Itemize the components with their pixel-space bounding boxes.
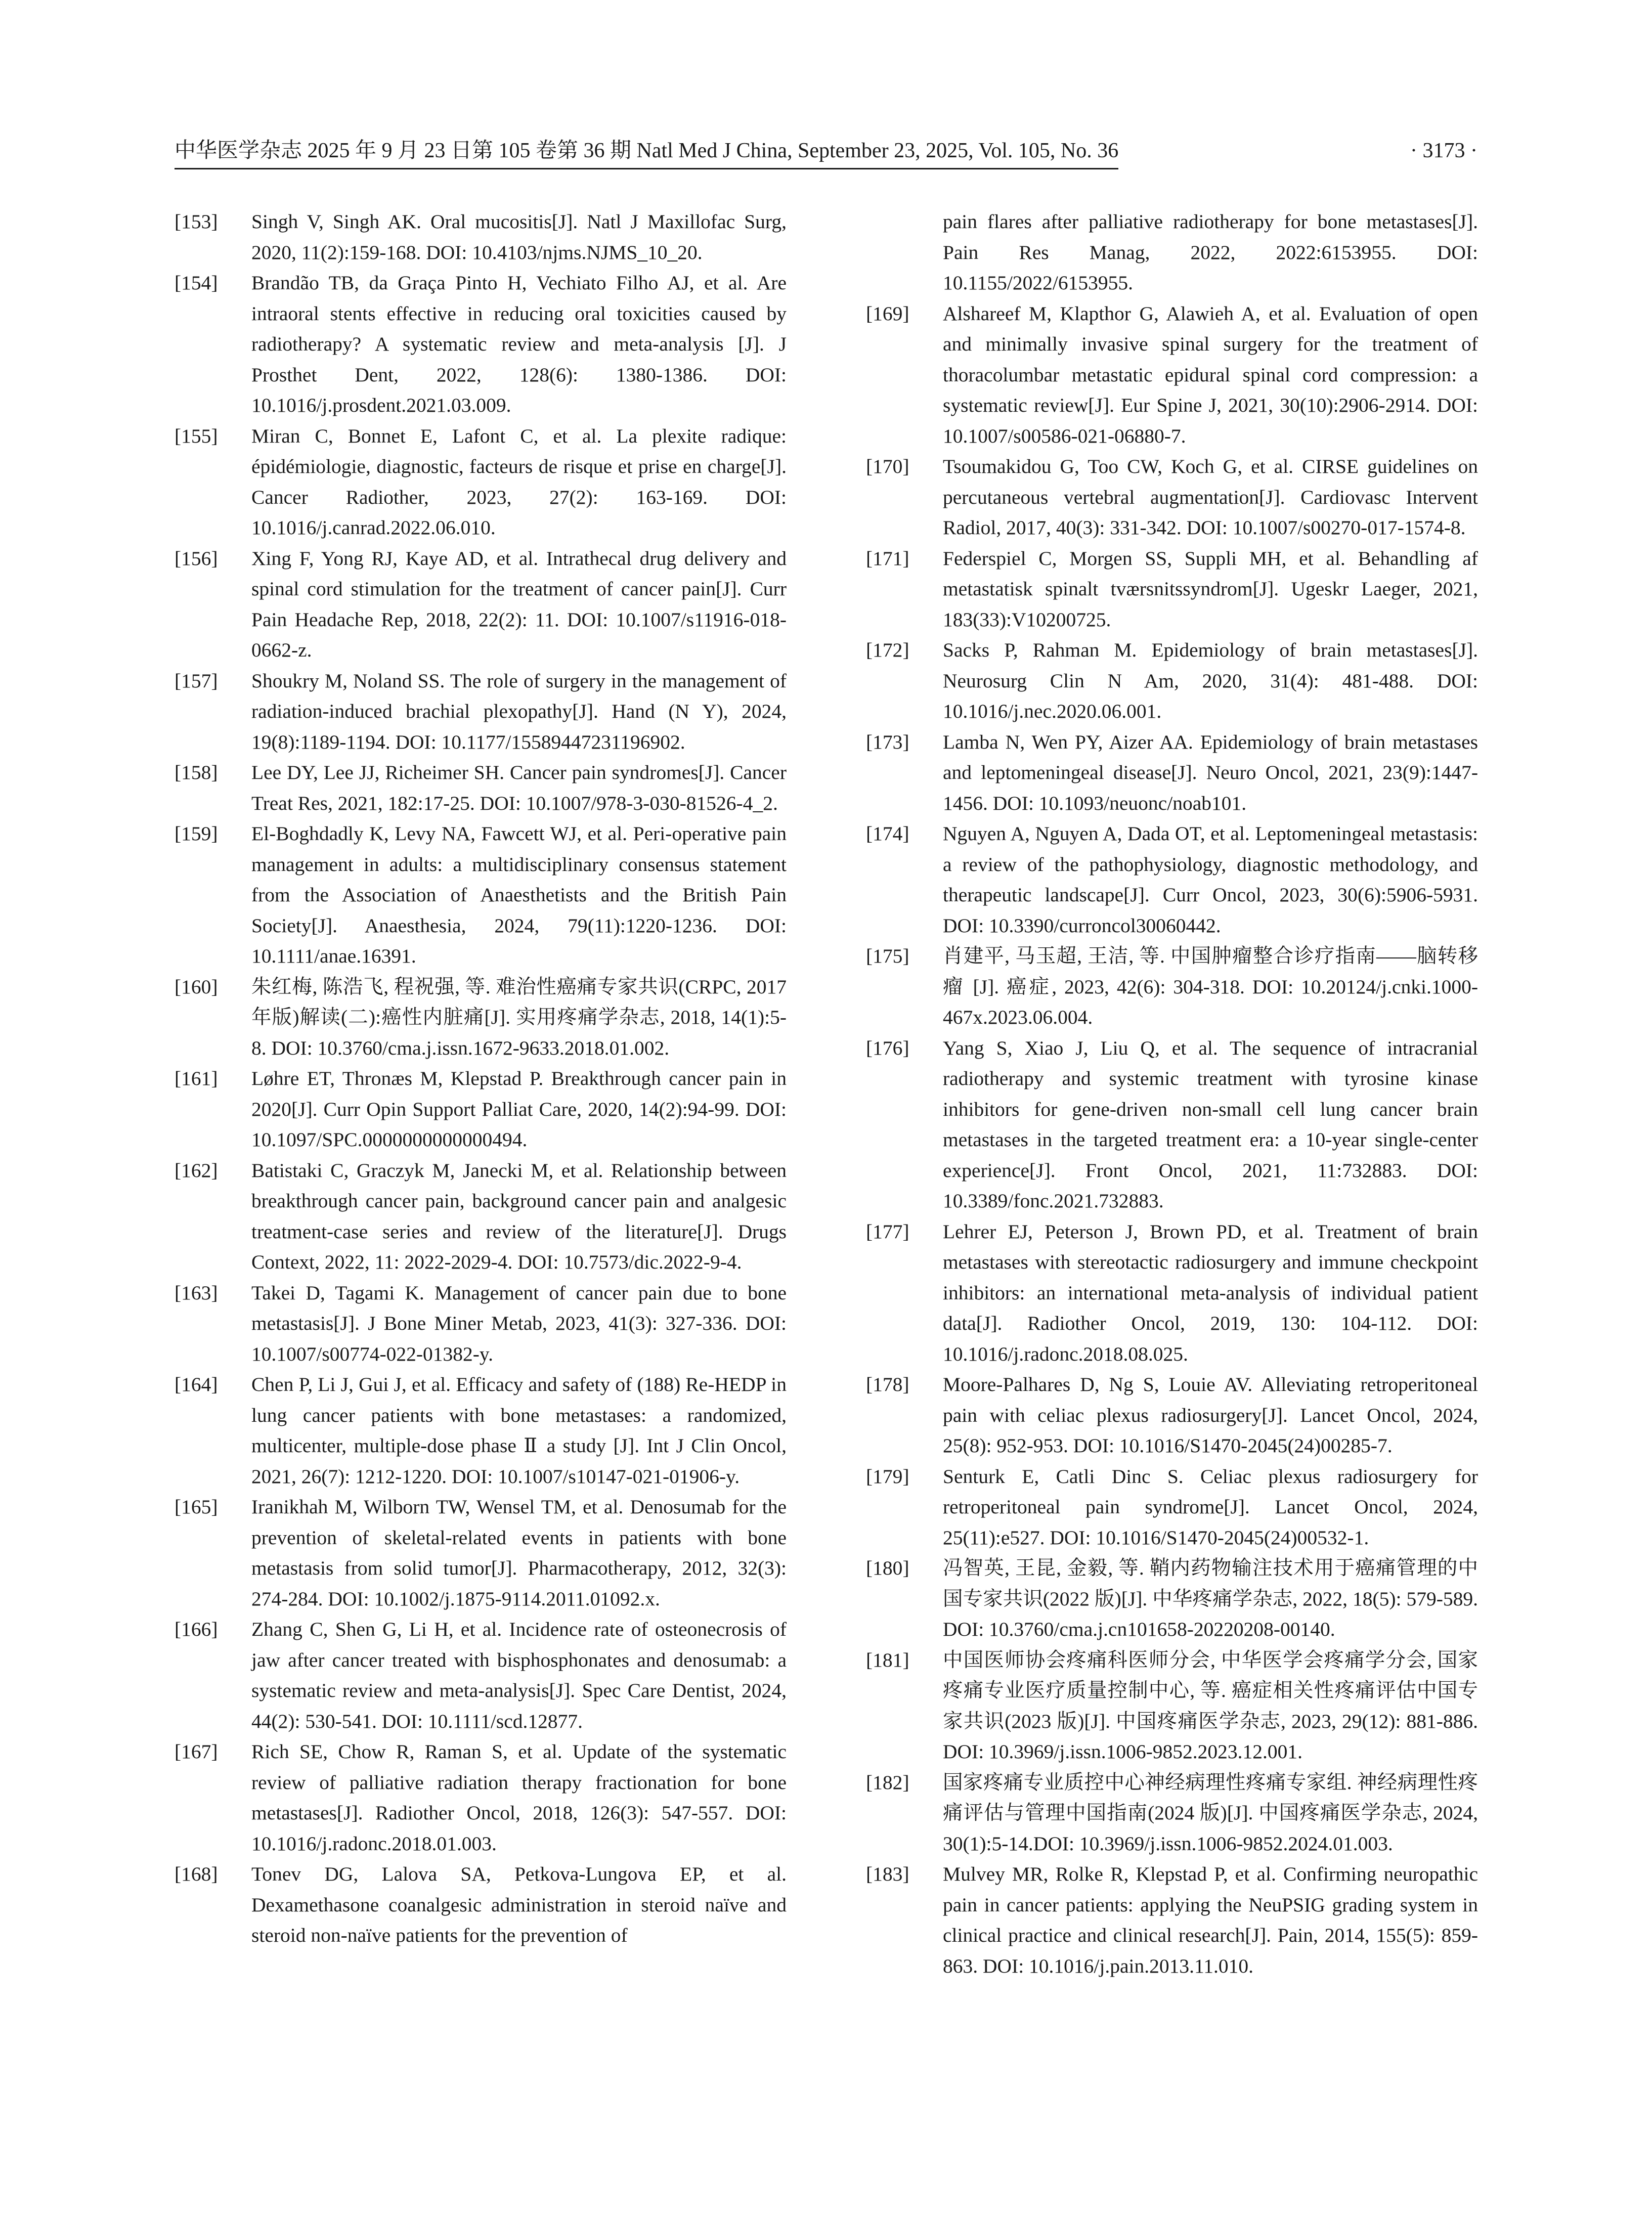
reference-text: Xing F, Yong RJ, Kaye AD, et al. Intrathecal drug delivery and spinal cord stimulation for the treatment of cancer pain[J]. Curr Pain Headache Rep, 2018, 22(2): 11. DOI: 10.1007/s11916-018-0662-z. — [251, 547, 787, 661]
reference-entry — [175, 1063, 787, 1155]
reference-number: [181] — [866, 1648, 909, 1671]
reference-text: Alshareef M, Klapthor G, Alawieh A, et al. Evaluation of open and minimally invasive spinal surgery for the treatment of thoracolumbar metastatic epidural spinal cord compression: a systematic review[J]. Eur Spine J, 2021, 30(10):2906-2914. DOI: 10.1007/s00586-021-06880-7. — [943, 302, 1478, 447]
reference-entry — [866, 451, 1478, 543]
running-title — [175, 136, 1118, 169]
reference-text: Moore-Palhares D, Ng S, Louie AV. Alleviating retroperitoneal pain with celiac plexus radiosurgery[J]. Lancet Oncol, 2024, 25(8): 952-953. DOI: 10.1016/S1470-2045(24)00285-7. — [943, 1373, 1478, 1457]
reference-number: [160] — [175, 975, 218, 998]
reference-entry — [866, 1216, 1478, 1370]
reference-entry — [866, 1369, 1478, 1461]
reference-text: Federspiel C, Morgen SS, Suppli MH, et al. Behandling af metastatisk spinalt tværsnitssyndrom[J]. Ugeskr Laeger, 2021, 183(33):V10200725. — [943, 547, 1478, 631]
reference-number: [168] — [175, 1863, 218, 1885]
reference-number: [157] — [175, 669, 218, 692]
reference-entry — [175, 543, 787, 666]
page-header — [175, 136, 1477, 166]
reference-text: Yang S, Xiao J, Liu Q, et al. The sequence of intracranial radiotherapy and systemic treatment with tyrosine kinase inhibitors for gene-driven non-small cell lung cancer brain metastases in the targeted treatment era: a 10-year single-center experience[J]. Front Oncol, 2021, 11:732883. DOI: 10.3389/fonc.2021.732883. — [943, 1036, 1478, 1212]
reference-number: [177] — [866, 1220, 909, 1243]
reference-entry — [175, 818, 787, 972]
reference-text: 朱红梅, 陈浩飞, 程祝强, 等. 难治性癌痛专家共识(CRPC, 2017 年版)解读(二):癌性内脏痛[J]. 实用疼痛学杂志, 2018, 14(1):5-8. DOI: 10.3760/cma.j.issn.1672-9633.2018.01.002. — [251, 975, 787, 1059]
reference-text: 中国医师协会疼痛科医师分会, 中华医学会疼痛学分会, 国家疼痛专业医疗质量控制中心, 等. 癌症相关性疼痛评估中国专家共识(2023 版)[J]. 中国疼痛医学杂志, 2023, 29(12): 881-886. DOI: 10.3969/j.issn.1006-9852.2023.12.001. — [943, 1648, 1478, 1763]
reference-entry — [175, 1278, 787, 1370]
reference-number: [167] — [175, 1740, 218, 1763]
reference-text: Brandão TB, da Graça Pinto H, Vechiato Filho AJ, et al. Are intraoral stents effective in reducing oral toxicities caused by radiotherapy? A systematic review and meta-analysis [J]. J Prosthet Dent, 2022, 128(6): 1380-1386. DOI: 10.1016/j.prosdent.2021.03.009. — [251, 272, 787, 416]
reference-number: [154] — [175, 272, 218, 294]
reference-entry — [866, 1859, 1478, 1981]
reference-number: [161] — [175, 1067, 218, 1089]
reference-entry — [866, 1553, 1478, 1645]
reference-number: [175] — [866, 945, 909, 967]
reference-text: Chen P, Li J, Gui J, et al. Efficacy and safety of (188) Re-HEDP in lung cancer patients with bone metastases: a randomized, multicenter, multiple-dose phase Ⅱ a study [J]. Int J Clin Oncol, 2021, 26(7): 1212-1220. DOI: 10.1007/s10147-021-01906-y. — [251, 1373, 787, 1488]
reference-entry — [175, 666, 787, 758]
reference-number: [179] — [866, 1465, 909, 1488]
reference-text: Lamba N, Wen PY, Aizer AA. Epidemiology of brain metastases and leptomeningeal disease[J]. Neuro Oncol, 2021, 23(9):1447-1456. DOI: 10.1093/neuonc/noab101. — [943, 730, 1478, 814]
reference-number: [162] — [175, 1159, 218, 1182]
page-number: · 3173 · — [1410, 139, 1477, 162]
reference-text: 国家疼痛专业质控中心神经病理性疼痛专家组. 神经病理性疼痛评估与管理中国指南(2024 版)[J]. 中国疼痛医学杂志, 2024, 30(1):5-14.DOI: 10.3969/j.issn.1006-9852.2024.01.003. — [943, 1771, 1478, 1855]
reference-number: [171] — [866, 547, 909, 570]
reference-entry — [175, 421, 787, 543]
reference-entry — [175, 1614, 787, 1736]
reference-text: Singh V, Singh AK. Oral mucositis[J]. Natl J Maxillofac Surg, 2020, 11(2):159-168. DOI: 10.4103/njms.NJMS_10_20. — [251, 210, 787, 264]
reference-text: Mulvey MR, Rolke R, Klepstad P, et al. Confirming neuropathic pain in cancer patients: applying the NeuPSIG grading system in clinical practice and clinical research[J]. Pain, 2014, 155(5): 859-863. DOI: 10.1016/j.pain.2013.11.010. — [943, 1863, 1478, 1977]
reference-text: Lee DY, Lee JJ, Richeimer SH. Cancer pain syndromes[J]. Cancer Treat Res, 2021, 182:17-25. DOI: 10.1007/978-3-030-81526-4_2. — [251, 761, 787, 814]
reference-number: [164] — [175, 1373, 218, 1395]
reference-number: [159] — [175, 822, 218, 845]
reference-text: Sacks P, Rahman M. Epidemiology of brain metastases[J]. Neurosurg Clin N Am, 2020, 31(4): 481-488. DOI: 10.1016/j.nec.2020.06.001. — [943, 639, 1478, 722]
reference-number: [170] — [866, 455, 909, 477]
reference-entry — [866, 543, 1478, 635]
reference-entry — [866, 727, 1478, 819]
reference-text: Zhang C, Shen G, Li H, et al. Incidence rate of osteonecrosis of jaw after cancer treated with bisphosphonates and denosumab: a systematic review and meta-analysis[J]. Spec Care Dentist, 2024, 44(2): 530-541. DOI: 10.1111/scd.12877. — [251, 1618, 787, 1732]
reference-entry — [866, 1461, 1478, 1553]
reference-entry — [866, 206, 1478, 298]
reference-text: Rich SE, Chow R, Raman S, et al. Update of the systematic review of palliative radiation therapy fractionation for bone metastases[J]. Radiother Oncol, 2018, 126(3): 547-557. DOI: 10.1016/j.radonc.2018.01.003. — [251, 1740, 787, 1855]
reference-entry — [175, 268, 787, 421]
reference-text: Senturk E, Catli Dinc S. Celiac plexus radiosurgery for retroperitoneal pain syndrome[J]. Lancet Oncol, 2024, 25(11):e527. DOI: 10.1016/S1470-2045(24)00532-1. — [943, 1465, 1478, 1549]
reference-number: [158] — [175, 761, 218, 783]
reference-column-left — [175, 206, 787, 1951]
reference-entry — [866, 941, 1478, 1033]
reference-entry — [175, 1155, 787, 1278]
reference-text: Takei D, Tagami K. Management of cancer pain due to bone metastasis[J]. J Bone Miner Metab, 2023, 41(3): 327-336. DOI: 10.1007/s00774-022-01382-y. — [251, 1281, 787, 1365]
reference-text: Løhre ET, Thronæs M, Klepstad P. Breakthrough cancer pain in 2020[J]. Curr Opin Support Palliat Care, 2020, 14(2):94-99. DOI: 10.1097/SPC.0000000000000494. — [251, 1067, 787, 1151]
reference-number: [166] — [175, 1618, 218, 1640]
reference-entry — [175, 757, 787, 818]
reference-text: El-Boghdadly K, Levy NA, Fawcett WJ, et al. Peri-operative pain management in adults: a multidisciplinary consensus statement from the Association of Anaesthetists and the British Pain Society[J]. Anaesthesia, 2024, 79(11):1220-1236. DOI: 10.1111/anae.16391. — [251, 822, 787, 967]
reference-number: [174] — [866, 822, 909, 845]
reference-number: [165] — [175, 1496, 218, 1518]
reference-number: [180] — [866, 1557, 909, 1579]
reference-entry — [175, 1369, 787, 1492]
reference-text: Batistaki C, Graczyk M, Janecki M, et al. Relationship between breakthrough cancer pain, background cancer pain and analgesic treatment-case series and review of the literature[J]. Drugs Context, 2022, 11: 2022-2029-4. DOI: 10.7573/dic.2022-9-4. — [251, 1159, 787, 1273]
reference-number: [156] — [175, 547, 218, 570]
reference-text: pain flares after palliative radiotherapy for bone metastases[J]. Pain Res Manag, 2022, 2022:6153955. DOI: 10.1155/2022/6153955. — [943, 210, 1478, 294]
reference-text: 冯智英, 王昆, 金毅, 等. 鞘内药物输注技术用于癌痛管理的中国专家共识(2022 版)[J]. 中华疼痛学杂志, 2022, 18(5): 579-589. DOI: 10.3760/cma.j.cn101658-20220208-00140. — [943, 1557, 1478, 1640]
reference-number: [172] — [866, 639, 909, 661]
reference-text: Tsoumakidou G, Too CW, Koch G, et al. CIRSE guidelines on percutaneous vertebral augmentation[J]. Cardiovasc Intervent Radiol, 2017, 40(3): 331-342. DOI: 10.1007/s00270-017-1574-8. — [943, 455, 1478, 539]
reference-entry — [866, 1645, 1478, 1767]
reference-number: [178] — [866, 1373, 909, 1395]
reference-number: [153] — [175, 210, 218, 233]
reference-number: [163] — [175, 1281, 218, 1304]
reference-entry — [866, 1767, 1478, 1859]
reference-number: [183] — [866, 1863, 909, 1885]
reference-column-right — [866, 206, 1478, 1981]
reference-entry — [175, 1736, 787, 1859]
reference-entry — [175, 206, 787, 268]
reference-text: Nguyen A, Nguyen A, Dada OT, et al. Leptomeningeal metastasis: a review of the pathophysiology, diagnostic methodology, and therapeutic landscape[J]. Curr Oncol, 2023, 30(6):5906-5931. DOI: 10.3390/curroncol30060442. — [943, 822, 1478, 937]
reference-text: Lehrer EJ, Peterson J, Brown PD, et al. Treatment of brain metastases with stereotactic radiosurgery and immune checkpoint inhibitors: an international meta-analysis of individual patient data[J]. Radiother Oncol, 2019, 130: 104-112. DOI: 10.1016/j.radonc.2018.08.025. — [943, 1220, 1478, 1365]
reference-number: [173] — [866, 730, 909, 753]
reference-entry — [866, 298, 1478, 452]
reference-entry — [175, 1492, 787, 1614]
reference-entry — [175, 1859, 787, 1951]
reference-number: [176] — [866, 1036, 909, 1059]
reference-entry — [866, 818, 1478, 941]
reference-number: [155] — [175, 424, 218, 447]
reference-number: [169] — [866, 302, 909, 325]
reference-text: Shoukry M, Noland SS. The role of surgery in the management of radiation-induced brachial plexopathy[J]. Hand (N Y), 2024, 19(8):1189-1194. DOI: 10.1177/15589447231196902. — [251, 669, 787, 753]
reference-text: 肖建平, 马玉超, 王洁, 等. 中国肿瘤整合诊疗指南——脑转移瘤 [J]. 癌症, 2023, 42(6): 304-318. DOI: 10.20124/j.cnki.1000-467x.2023.06.004. — [943, 945, 1478, 1028]
reference-text: Tonev DG, Lalova SA, Petkova-Lungova EP, et al. Dexamethasone coanalgesic administration in steroid naïve and steroid non-naïve patients for the prevention of — [251, 1863, 787, 1946]
journal-citation-line: 中华医学杂志 2025 年 9 月 23 日第 105 卷第 36 期 Natl Med J China, September 23, 2025, Vol. 105, No. 36 — [175, 136, 1118, 169]
reference-entry — [175, 972, 787, 1064]
reference-text: Iranikhah M, Wilborn TW, Wensel TM, et al. Denosumab for the prevention of skeletal-related events in patients with bone metastasis from solid tumor[J]. Pharmacotherapy, 2012, 32(3): 274-284. DOI: 10.1002/j.1875-9114.2011.01092.x. — [251, 1496, 787, 1610]
reference-text: Miran C, Bonnet E, Lafont C, et al. La plexite radique: épidémiologie, diagnostic, facteurs de risque et prise en charge[J]. Cancer Radiother, 2023, 27(2): 163-169. DOI: 10.1016/j.canrad.2022.06.010. — [251, 424, 787, 539]
reference-number: [182] — [866, 1771, 909, 1794]
reference-entry — [866, 1033, 1478, 1216]
reference-entry — [866, 635, 1478, 727]
